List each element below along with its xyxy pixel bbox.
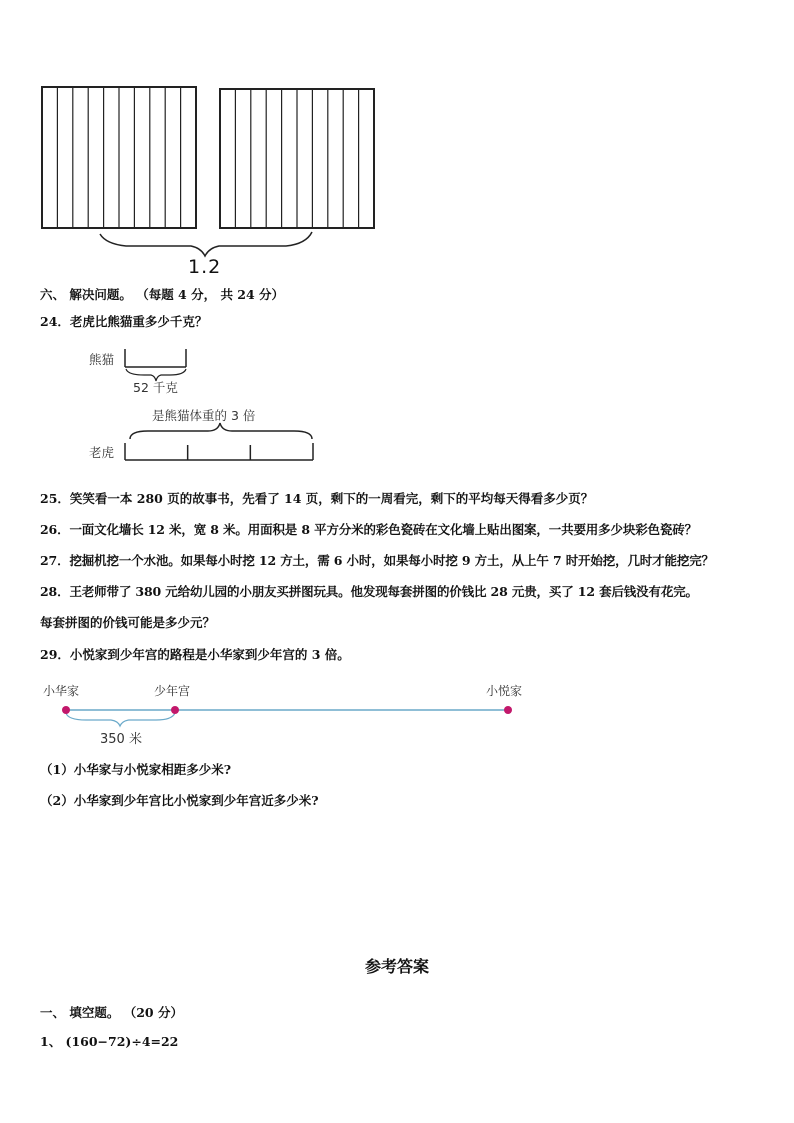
tiger-note: 是熊猫体重的 3 倍: [152, 408, 256, 423]
point-shaoniangong-dot: [171, 706, 179, 714]
brace-label: 1.2: [188, 256, 222, 278]
tiger-label: 老虎: [89, 445, 115, 460]
grid-figure: [36, 82, 382, 282]
point-label-xiaoyue: 小悦家: [486, 684, 523, 698]
point-xiaoyue-dot: [504, 706, 512, 714]
question-28-line1: 28．王老师带了 380 元给幼儿园的小朋友买拼图玩具。他发现每套拼图的价钱比 28 元贵，买了 12 套后钱没有花完。: [40, 584, 698, 599]
answer-1: 1、 (160−72)÷4=22: [40, 1034, 179, 1049]
question-26: 26．一面文化墙长 12 米，宽 8 米。用面积是 8 平方分米的彩色瓷砖在文化墙上贴出图案，一共要用多少块彩色瓷砖？: [40, 522, 697, 537]
question-29-sub2: （2）小华家到少年宫比小悦家到少年宫近多少米?: [40, 793, 319, 808]
point-xiaohua-dot: [62, 706, 70, 714]
question-28-line2: 每套拼图的价钱可能是多少元？: [40, 615, 216, 630]
question-29: 29．小悦家到少年宫的路程是小华家到少年宫的 3 倍。: [40, 647, 350, 662]
answers-title: 参考答案: [364, 957, 429, 976]
panda-label: 熊猫: [89, 352, 115, 367]
panda-weight: 52 千克: [133, 380, 178, 395]
point-label-shaoniangong: 少年宫: [154, 684, 191, 698]
distance-label: 350 米: [100, 732, 142, 747]
panda-tiger-diagram: [118, 345, 318, 465]
left-grid: [42, 87, 196, 228]
question-25: 25．笑笑看一本 280 页的故事书，先看了 14 页，剩下的一周看完，剩下的平均每天得看多少页？: [40, 491, 594, 506]
distance-line-diagram: [56, 700, 522, 730]
question-24: 24．老虎比熊猫重多少千克？: [40, 314, 208, 329]
point-label-xiaohua: 小华家: [43, 684, 80, 698]
section-heading: 六、 解决问题。 （每题 4 分， 共 24 分）: [40, 287, 285, 302]
question-27: 27．挖掘机挖一个水池。如果每小时挖 12 方土，需 6 小时，如果每小时挖 9 方土，从上午 7 时开始挖，几时才能挖完？: [40, 553, 714, 568]
distance-brace: [66, 713, 175, 726]
question-29-sub1: （1）小华家与小悦家相距多少米?: [40, 762, 232, 777]
right-grid: [220, 89, 374, 228]
brace: [100, 232, 312, 256]
answers-section-1: 一、 填空题。 （20 分）: [40, 1005, 183, 1020]
